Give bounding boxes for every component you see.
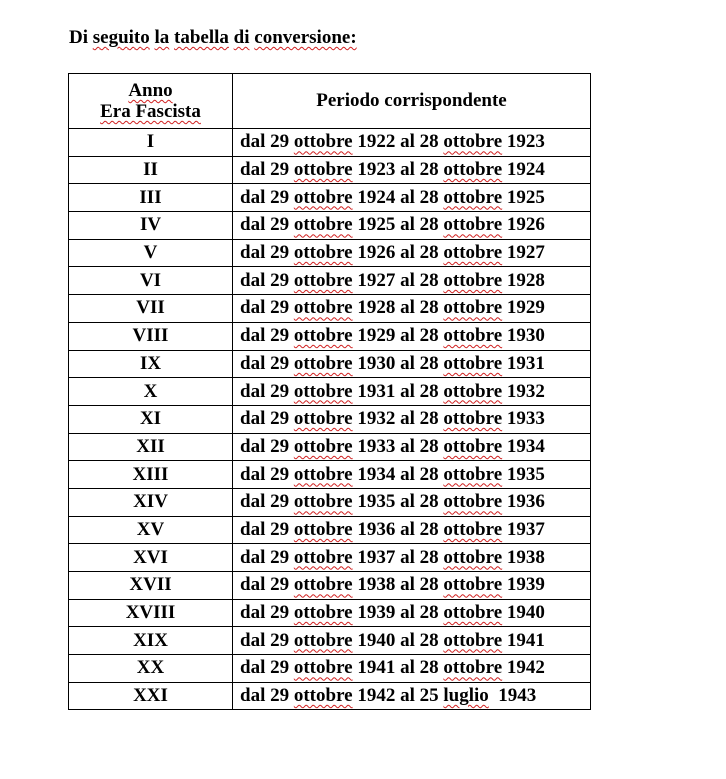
month-word: ottobre	[293, 546, 353, 568]
table-row	[69, 322, 591, 350]
period-text: 1937	[502, 518, 545, 540]
period-text: dal 29	[240, 491, 294, 513]
month-word: ottobre	[293, 657, 353, 679]
period-text: 1943	[488, 685, 537, 707]
period-text: 1925	[502, 186, 545, 208]
period-text: dal 29	[240, 131, 294, 153]
table-row	[69, 405, 591, 433]
period-cell	[233, 239, 591, 267]
month-word: ottobre	[443, 463, 503, 485]
month-word: ottobre	[443, 380, 503, 402]
month-word: ottobre	[443, 242, 503, 264]
table-row	[69, 433, 591, 461]
month-word: ottobre	[293, 629, 353, 651]
period-text: 1939 al 28	[352, 602, 444, 624]
year-cell: XV	[69, 516, 233, 544]
month-word: ottobre	[443, 352, 503, 374]
period-cell	[233, 599, 591, 627]
year-cell: XI	[69, 405, 233, 433]
period-text: dal 29	[240, 602, 294, 624]
heading-word: la	[154, 27, 170, 48]
header-era-fascista-label: Era Fascista	[100, 101, 201, 122]
period-text: 1929 al 28	[352, 325, 444, 347]
period-text: dal 29	[240, 657, 294, 679]
year-cell: XVII	[69, 572, 233, 600]
period-text: 1926 al 28	[352, 242, 444, 264]
year-cell: XXI	[69, 682, 233, 710]
period-text: 1933	[502, 408, 545, 430]
year-cell: XII	[69, 433, 233, 461]
table-header-row	[69, 74, 591, 129]
document-heading	[69, 26, 357, 50]
table-row	[69, 516, 591, 544]
table-row	[69, 599, 591, 627]
month-word: ottobre	[443, 297, 503, 319]
month-word: ottobre	[293, 159, 353, 181]
period-text: 1923 al 28	[352, 159, 444, 181]
period-text: 1923	[502, 131, 545, 153]
period-cell	[233, 488, 591, 516]
month-word: ottobre	[443, 518, 503, 540]
header-anno-label: Anno	[128, 80, 173, 101]
year-cell: X	[69, 378, 233, 406]
period-text: 1933 al 28	[352, 435, 444, 457]
period-cell	[233, 516, 591, 544]
heading-word: conversione:	[254, 27, 357, 48]
period-text: 1931 al 28	[352, 380, 444, 402]
month-word: ottobre	[293, 518, 353, 540]
period-text: 1928	[502, 269, 545, 291]
period-text: 1924 al 28	[352, 186, 444, 208]
period-text: dal 29	[240, 546, 294, 568]
period-text: 1938 al 28	[352, 574, 444, 596]
period-cell	[233, 267, 591, 295]
month-word: ottobre	[443, 325, 503, 347]
year-cell: VII	[69, 295, 233, 323]
period-text: dal 29	[240, 574, 294, 596]
month-word: ottobre	[293, 131, 353, 153]
conversion-table	[68, 73, 591, 710]
month-word: ottobre	[443, 574, 503, 596]
month-word: ottobre	[293, 297, 353, 319]
period-cell	[233, 156, 591, 184]
year-cell: IV	[69, 212, 233, 240]
year-cell: XIII	[69, 461, 233, 489]
table-row	[69, 572, 591, 600]
month-word: ottobre	[293, 602, 353, 624]
period-text: dal 29	[240, 214, 294, 236]
period-cell	[233, 405, 591, 433]
period-text: 1928 al 28	[352, 297, 444, 319]
month-word: ottobre	[443, 629, 503, 651]
header-periodo-corrispondente	[233, 74, 591, 129]
year-cell: XVIII	[69, 599, 233, 627]
table-row	[69, 184, 591, 212]
period-text: 1927	[502, 242, 545, 264]
table-row	[69, 461, 591, 489]
month-word: ottobre	[293, 352, 353, 374]
period-cell	[233, 461, 591, 489]
period-text: 1922 al 28	[352, 131, 444, 153]
heading-word: seguito	[92, 27, 150, 48]
period-text: dal 29	[240, 159, 294, 181]
period-text: 1932	[502, 380, 545, 402]
month-word: ottobre	[293, 491, 353, 513]
table-row	[69, 156, 591, 184]
period-text: dal 29	[240, 629, 294, 651]
year-cell: II	[69, 156, 233, 184]
period-text: 1941 al 28	[352, 657, 444, 679]
period-cell	[233, 378, 591, 406]
table-row	[69, 627, 591, 655]
table-row	[69, 655, 591, 683]
period-text: dal 29	[240, 518, 294, 540]
month-word: ottobre	[443, 214, 503, 236]
period-text: 1935 al 28	[352, 491, 444, 513]
month-word: ottobre	[293, 574, 353, 596]
period-cell	[233, 129, 591, 157]
period-text: 1930	[502, 325, 545, 347]
month-word: ottobre	[293, 242, 353, 264]
period-text: dal 29	[240, 242, 294, 264]
period-cell	[233, 184, 591, 212]
period-text: 1938	[502, 546, 545, 568]
period-cell	[233, 655, 591, 683]
table-row	[69, 212, 591, 240]
period-text: 1936 al 28	[352, 518, 444, 540]
period-cell	[233, 322, 591, 350]
month-word: ottobre	[443, 186, 503, 208]
table-row	[69, 267, 591, 295]
period-text: 1924	[502, 159, 545, 181]
month-word: ottobre	[293, 408, 353, 430]
period-text: 1935	[502, 463, 545, 485]
year-cell: V	[69, 239, 233, 267]
month-word: ottobre	[443, 657, 503, 679]
period-cell	[233, 572, 591, 600]
month-word: ottobre	[293, 380, 353, 402]
period-text: 1940	[502, 602, 545, 624]
period-text: 1934	[502, 435, 545, 457]
period-cell	[233, 627, 591, 655]
period-text: 1927 al 28	[352, 269, 444, 291]
table-body	[69, 129, 591, 710]
table-row	[69, 239, 591, 267]
year-cell: XIV	[69, 488, 233, 516]
period-text: 1925 al 28	[352, 214, 444, 236]
month-word: ottobre	[293, 325, 353, 347]
table-row	[69, 350, 591, 378]
period-text: dal 29	[240, 408, 294, 430]
table-row	[69, 378, 591, 406]
year-cell: IX	[69, 350, 233, 378]
period-cell	[233, 544, 591, 572]
period-cell	[233, 682, 591, 710]
month-word: ottobre	[443, 269, 503, 291]
year-cell: III	[69, 184, 233, 212]
table-row	[69, 544, 591, 572]
period-cell	[233, 212, 591, 240]
period-text: 1931	[502, 352, 545, 374]
period-text: dal 29	[240, 269, 294, 291]
month-word: ottobre	[293, 214, 353, 236]
month-word: ottobre	[443, 546, 503, 568]
period-text: dal 29	[240, 297, 294, 319]
year-cell: I	[69, 129, 233, 157]
table-row	[69, 129, 591, 157]
period-text: dal 29	[240, 435, 294, 457]
period-text: 1940 al 28	[352, 629, 444, 651]
month-word: luglio	[443, 685, 489, 707]
period-text: 1941	[502, 629, 545, 651]
month-word: ottobre	[443, 131, 503, 153]
period-text: 1939	[502, 574, 545, 596]
period-cell	[233, 433, 591, 461]
year-cell: XIX	[69, 627, 233, 655]
period-text: 1936	[502, 491, 545, 513]
period-text: 1932 al 28	[352, 408, 444, 430]
period-text: dal 29	[240, 325, 294, 347]
period-text: 1942 al 25	[352, 685, 444, 707]
header-anno-era-fascista	[69, 74, 233, 129]
period-text: dal 29	[240, 685, 294, 707]
period-text: 1937 al 28	[352, 546, 444, 568]
period-text: 1930 al 28	[352, 352, 444, 374]
heading-word: tabella	[174, 27, 229, 48]
table-row	[69, 682, 591, 710]
period-text: dal 29	[240, 352, 294, 374]
heading-word: di	[233, 27, 250, 48]
month-word: ottobre	[443, 408, 503, 430]
period-text: dal 29	[240, 186, 294, 208]
month-word: ottobre	[293, 435, 353, 457]
year-cell: VIII	[69, 322, 233, 350]
period-cell	[233, 350, 591, 378]
month-word: ottobre	[443, 159, 503, 181]
heading-word: Di	[69, 27, 88, 48]
month-word: ottobre	[443, 435, 503, 457]
period-text: 1926	[502, 214, 545, 236]
period-cell	[233, 295, 591, 323]
table-row	[69, 295, 591, 323]
year-cell: VI	[69, 267, 233, 295]
month-word: ottobre	[443, 491, 503, 513]
year-cell: XX	[69, 655, 233, 683]
month-word: ottobre	[293, 269, 353, 291]
month-word: ottobre	[443, 602, 503, 624]
month-word: ottobre	[293, 685, 353, 707]
period-text: 1942	[502, 657, 545, 679]
period-text: 1929	[502, 297, 545, 319]
year-cell: XVI	[69, 544, 233, 572]
month-word: ottobre	[293, 463, 353, 485]
period-text: 1934 al 28	[352, 463, 444, 485]
header-periodo-label: Periodo corrispondente	[316, 90, 507, 111]
period-text: dal 29	[240, 380, 294, 402]
table-row	[69, 488, 591, 516]
period-text: dal 29	[240, 463, 294, 485]
month-word: ottobre	[293, 186, 353, 208]
